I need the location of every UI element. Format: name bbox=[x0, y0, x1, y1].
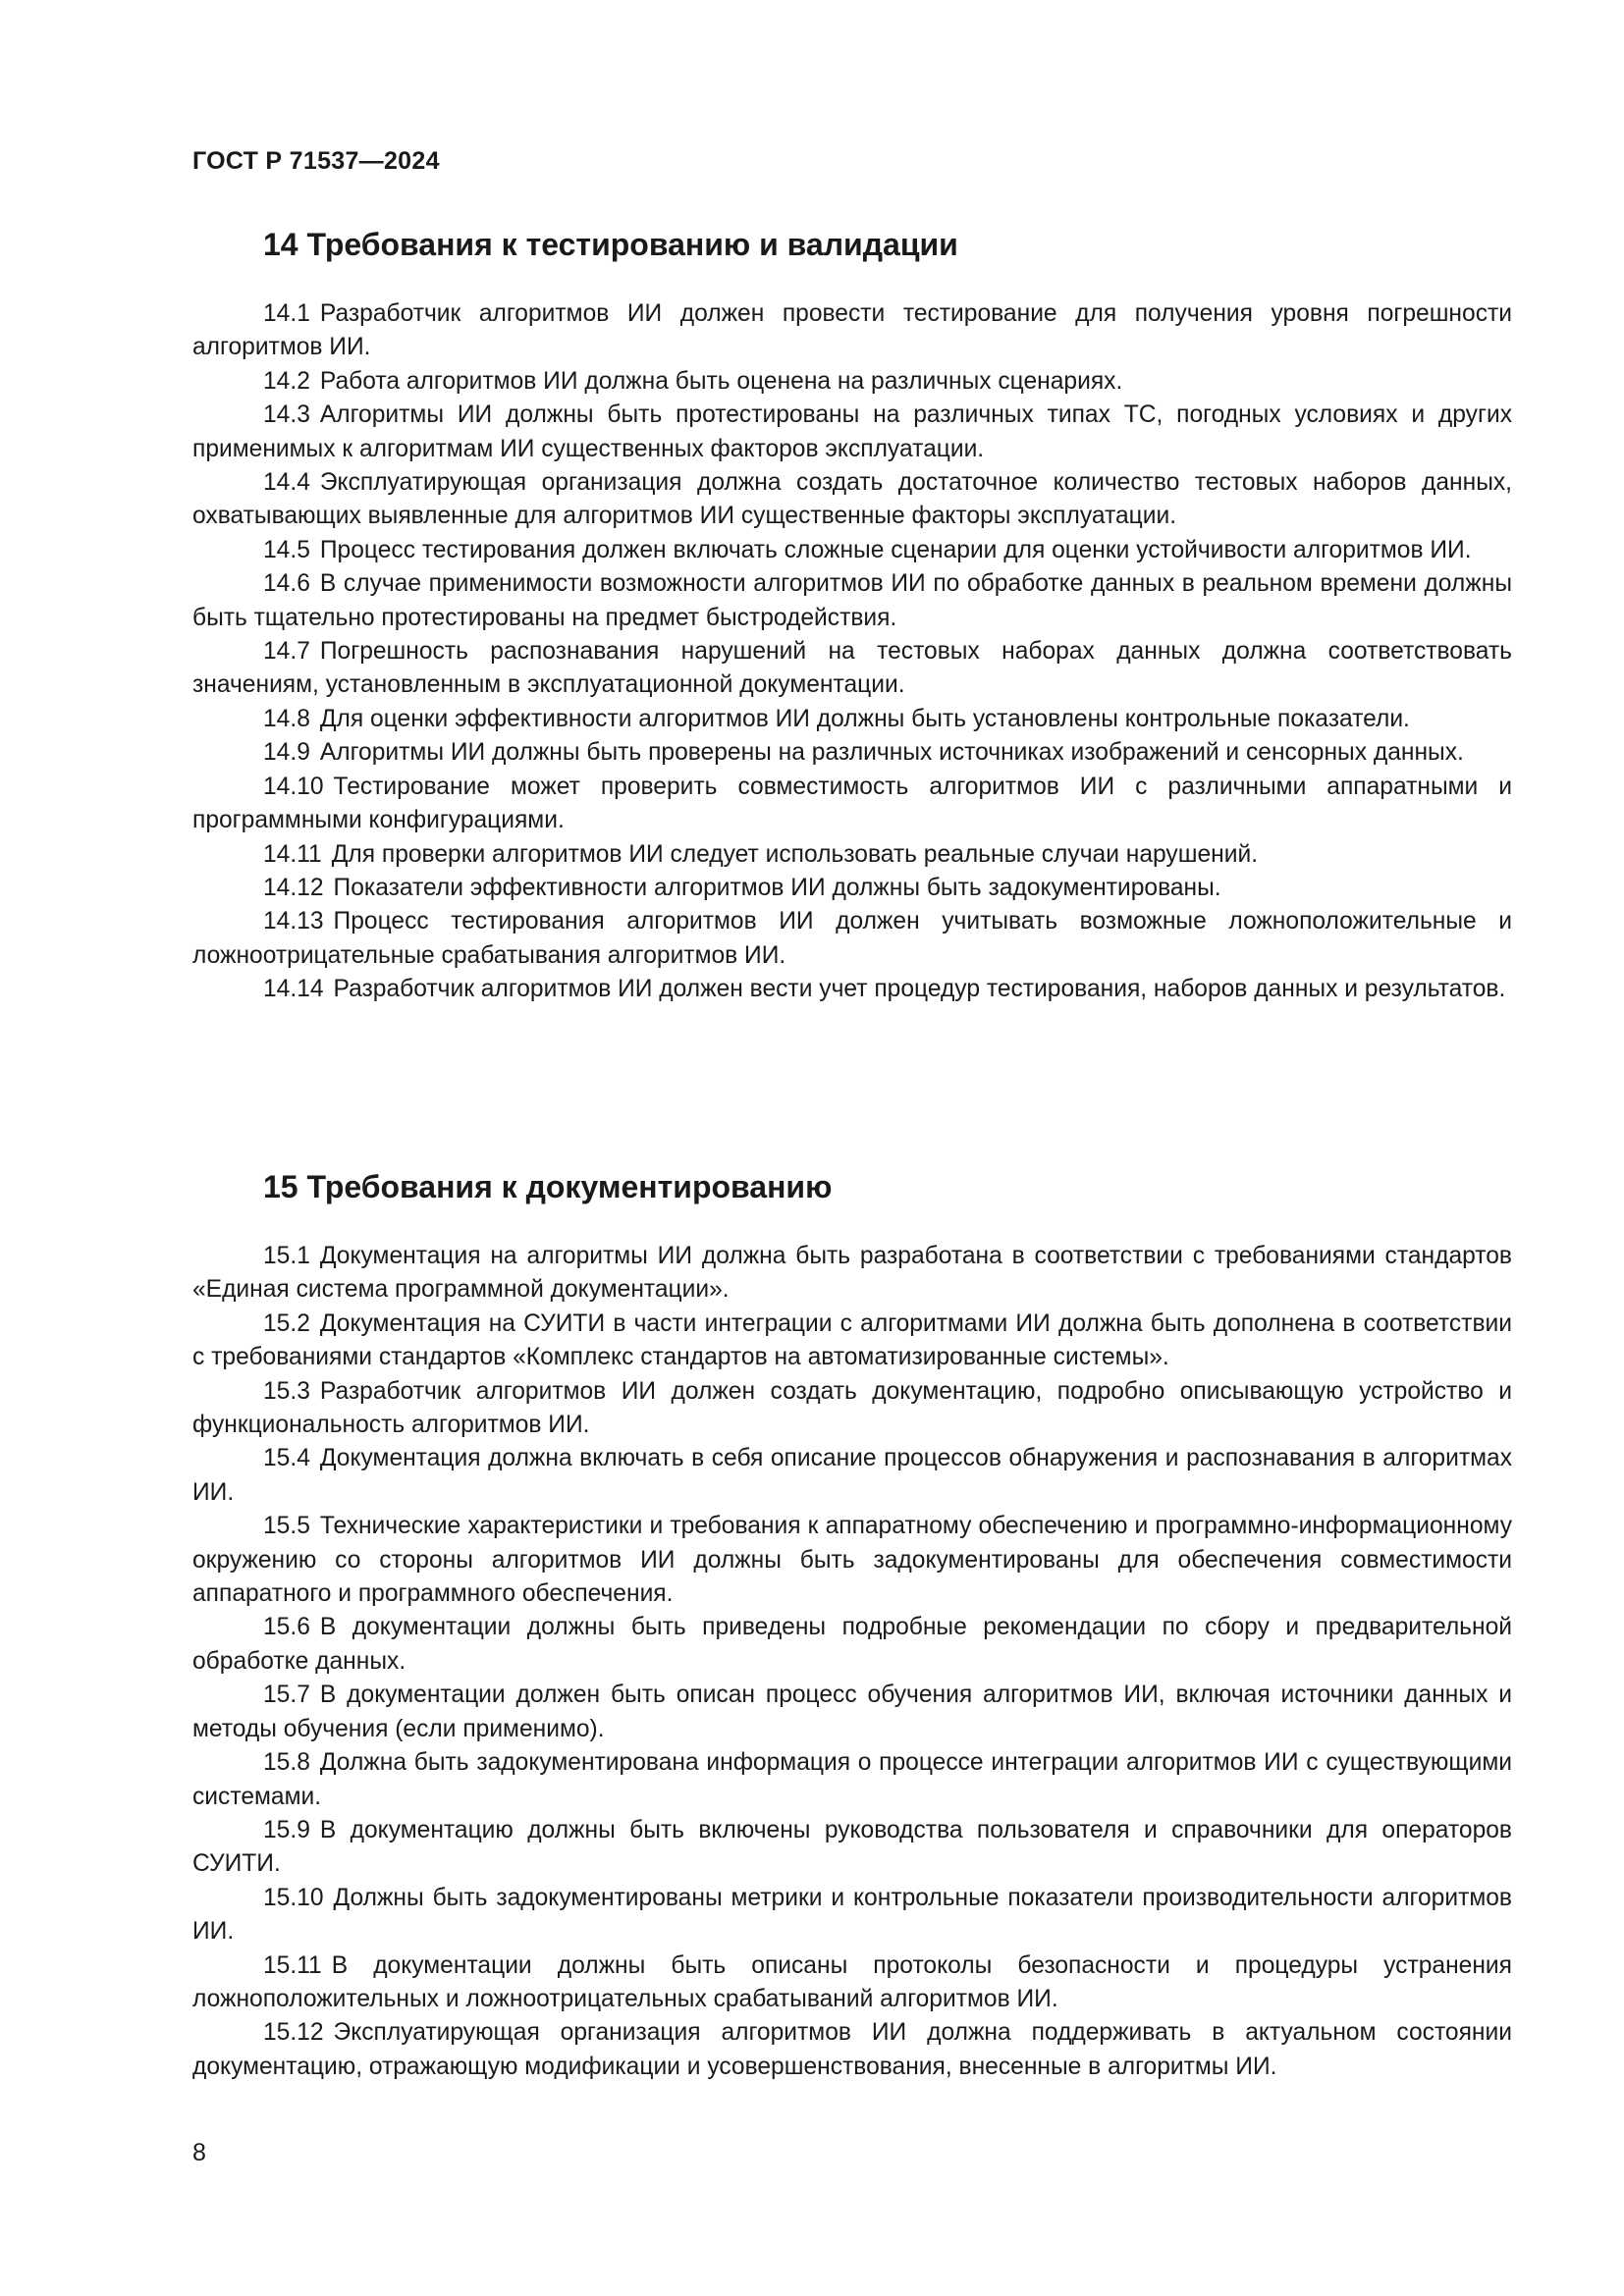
clause-text: Работа алгоритмов ИИ должна быть оценена на различных сценариях. bbox=[319, 367, 1123, 395]
clause bbox=[192, 1510, 1512, 1611]
clause-text: Документация должна включать в себя описание процессов обнаружения и распознавания в алгоритмах ИИ. bbox=[192, 1445, 1512, 1506]
clause bbox=[192, 297, 1512, 365]
section-14 bbox=[192, 225, 1512, 1007]
clause-text: В случае применимости возможности алгоритмов ИИ по обработке данных в реальном времени должны быть тщательно протестированы на предмет быстродействия. bbox=[192, 570, 1512, 631]
clause bbox=[192, 365, 1512, 399]
clause-number: 14.1 bbox=[263, 300, 310, 327]
page-number: 8 bbox=[192, 2139, 206, 2166]
clause bbox=[192, 1375, 1512, 1443]
clause-number: 14.7 bbox=[263, 638, 310, 666]
clause-text: Должна быть задокументирована информация о процессе интеграции алгоритмов ИИ с существующими системами. bbox=[192, 1749, 1512, 1810]
clause bbox=[192, 838, 1512, 872]
clause-number: 14.12 bbox=[263, 874, 324, 901]
clause-text: В документацию должны быть включены руководства пользователя и справочники для операторов СУИТИ. bbox=[192, 1816, 1512, 1878]
clause-number: 15.2 bbox=[263, 1309, 310, 1337]
clause-number: 14.6 bbox=[263, 570, 310, 598]
clause bbox=[192, 1746, 1512, 1814]
clause-number: 15.5 bbox=[263, 1513, 310, 1540]
clause-text: В документации должны быть приведены подробные рекомендации по сбору и предварительной обработке данных. bbox=[192, 1614, 1512, 1675]
clause-text: Тестирование может проверить совместимость алгоритмов ИИ с различными аппаратными и программными конфигурациями. bbox=[192, 773, 1512, 834]
section-heading: 14 Требования к тестированию и валидации bbox=[263, 227, 958, 262]
clause-number: 14.13 bbox=[263, 908, 324, 935]
clause-number: 14.2 bbox=[263, 367, 310, 395]
clause-text: Разработчик алгоритмов ИИ должен создать документацию, подробно описывающую устройство и функциональность алгоритмов ИИ. bbox=[192, 1377, 1512, 1439]
clause-text: Документация на алгоритмы ИИ должна быть разработана в соответствии с требованиями стандартов «Единая система программной документации». bbox=[192, 1243, 1512, 1304]
clause-number: 15.3 bbox=[263, 1377, 310, 1405]
clause-number: 14.14 bbox=[263, 976, 324, 1003]
clause-text: В документации должны быть описаны протоколы безопасности и процедуры устранения ложноположительных и ложноотрицательных срабатываний алгоритмов ИИ. bbox=[192, 1951, 1512, 2012]
clause-number: 15.4 bbox=[263, 1445, 310, 1472]
clause bbox=[192, 1814, 1512, 1882]
clause-text: Технические характеристики и требования к аппаратному обеспечению и программно-информационному окружению со стороны алгоритмов ИИ должны быть задокументированы для обеспечения совместимости аппаратного и программного обеспечения. bbox=[192, 1513, 1512, 1608]
clause-text: Процесс тестирования должен включать сложные сценарии для оценки устойчивости алгоритмов ИИ. bbox=[319, 536, 1472, 563]
clause-number: 15.11 bbox=[263, 1951, 322, 1979]
clause-text: В документации должен быть описан процесс обучения алгоритмов ИИ, включая источники данных и методы обучения (если применимо). bbox=[192, 1682, 1512, 1742]
clause-number: 15.1 bbox=[263, 1243, 310, 1269]
clause-number: 14.3 bbox=[263, 401, 310, 429]
clause bbox=[192, 1882, 1512, 1949]
clause bbox=[192, 905, 1512, 973]
clause bbox=[192, 1611, 1512, 1679]
clause-number: 14.10 bbox=[263, 773, 324, 800]
clause bbox=[192, 1442, 1512, 1510]
clause-number: 14.11 bbox=[263, 840, 322, 868]
clause-text: Для проверки алгоритмов ИИ следует использовать реальные случаи нарушений. bbox=[331, 840, 1259, 868]
clause-number: 15.9 bbox=[263, 1816, 310, 1843]
clause bbox=[192, 2016, 1512, 2084]
clause bbox=[192, 736, 1512, 770]
clause bbox=[192, 534, 1512, 567]
clause-text: Алгоритмы ИИ должны быть проверены на различных источниках изображений и сенсорных данных. bbox=[319, 739, 1464, 767]
clause-text: Эксплуатирующая организация алгоритмов ИИ должна поддерживать в актуальном состоянии документацию, отражающую модификации и усовершенствования, внесенные в алгоритмы ИИ. bbox=[192, 2019, 1512, 2080]
clause bbox=[192, 567, 1512, 635]
clause bbox=[192, 1240, 1512, 1308]
clause-number: 15.7 bbox=[263, 1682, 310, 1709]
clause-number: 15.8 bbox=[263, 1749, 310, 1777]
clause-number: 14.4 bbox=[263, 469, 310, 497]
clause-number: 14.9 bbox=[263, 739, 310, 767]
section-heading: 15 Требования к документированию bbox=[263, 1169, 833, 1204]
clause-text: Процесс тестирования алгоритмов ИИ должен учитывать возможные ложноположительные и ложноотрицательные срабатывания алгоритмов ИИ. bbox=[192, 908, 1512, 969]
clause bbox=[192, 703, 1512, 736]
clause-number: 15.10 bbox=[263, 1884, 324, 1911]
document-code: ГОСТ Р 71537—2024 bbox=[192, 147, 440, 175]
clause-text: Для оценки эффективности алгоритмов ИИ должны быть установлены контрольные показатели. bbox=[319, 705, 1410, 732]
section-15 bbox=[192, 1167, 1512, 2084]
clause-text: Эксплуатирующая организация должна создать достаточное количество тестовых наборов данных, охватывающих выявленные для алгоритмов ИИ существенные факторы эксплуатации. bbox=[192, 469, 1512, 530]
clause bbox=[192, 1679, 1512, 1746]
clause bbox=[192, 635, 1512, 703]
clause bbox=[192, 1308, 1512, 1375]
clause-number: 15.6 bbox=[263, 1614, 310, 1641]
clause-text: Документация на СУИТИ в части интеграции с алгоритмами ИИ должна быть дополнена в соответствии с требованиями стандартов «Комплекс стандартов на автоматизированные системы». bbox=[192, 1309, 1512, 1371]
clause-text: Алгоритмы ИИ должны быть протестированы на различных типах ТС, погодных условиях и других применимых к алгоритмам ИИ существенных факторов эксплуатации. bbox=[192, 401, 1512, 462]
clause-text: Разработчик алгоритмов ИИ должен вести учет процедур тестирования, наборов данных и результатов. bbox=[333, 976, 1506, 1003]
clause-number: 14.5 bbox=[263, 536, 310, 563]
clause bbox=[192, 466, 1512, 534]
clause bbox=[192, 771, 1512, 838]
clause-number: 14.8 bbox=[263, 705, 310, 732]
clause-text: Разработчик алгоритмов ИИ должен провести тестирование для получения уровня погрешности алгоритмов ИИ. bbox=[192, 300, 1512, 361]
clause-text: Погрешность распознавания нарушений на тестовых наборах данных должна соответствовать значениям, установленным в эксплуатационной документации. bbox=[192, 638, 1512, 699]
clause-text: Показатели эффективности алгоритмов ИИ должны быть задокументированы. bbox=[333, 874, 1221, 901]
clause bbox=[192, 1949, 1512, 2017]
clause bbox=[192, 872, 1512, 905]
clause bbox=[192, 399, 1512, 466]
clause bbox=[192, 973, 1512, 1006]
clause-number: 15.12 bbox=[263, 2019, 324, 2047]
clause-text: Должны быть задокументированы метрики и контрольные показатели производительности алгоритмов ИИ. bbox=[192, 1884, 1512, 1946]
